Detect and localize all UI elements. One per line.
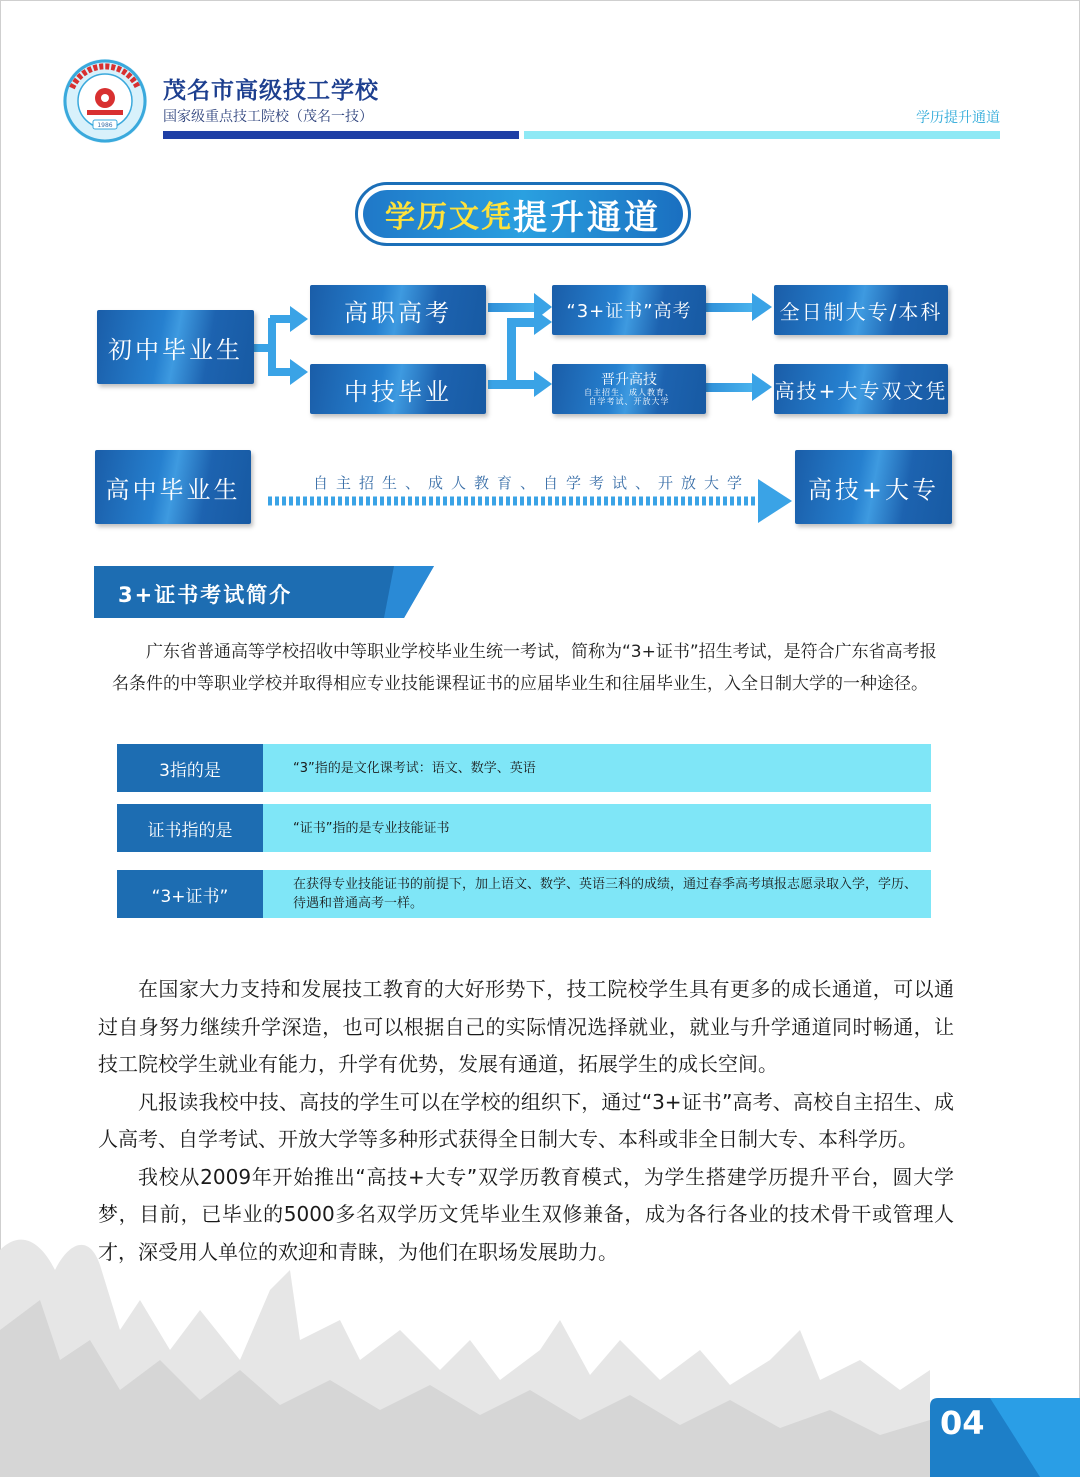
table-row — [117, 870, 931, 918]
promote-sub-1: 自主招生、成人教育、 — [584, 387, 674, 397]
title-part-a: 学历文凭 — [385, 200, 513, 235]
flow-promote-senior-tech — [552, 364, 706, 414]
paragraph: 凡报读我校中技、高技的学生可以在学校的组织下，通过“3+证书”高考、高校自主招生、成人高考、自学考试、开放大学等多种形式获得全日制大专、本科或非全日制大专、本科学历。 — [98, 1089, 954, 1151]
flow-dual-diploma: 高技+大专双文凭 — [774, 364, 948, 414]
table-row-label: 3指的是 — [117, 744, 263, 792]
table-row-label: 证书指的是 — [117, 804, 263, 852]
svg-text:1986: 1986 — [97, 122, 113, 129]
flow-cert-exam: “3+证书”高考 — [552, 285, 706, 335]
section-tag: 学历提升通道 — [916, 110, 1000, 126]
paragraph: 我校从2009年开始推出“高技+大专”双学历教育模式，为学生搭建学历提升平台，圆大学梦，目前，已毕业的5000多名双学历文凭毕业生双修兼备，成为各行各业的技术骨干或管理人才，深受用人单位的欢迎和青睐，为他们在职场发展助力。 — [98, 1164, 954, 1264]
table-row-text: “证书”指的是专业技能证书 — [293, 820, 450, 836]
title-part-b: 提升通道 — [513, 197, 661, 238]
table-row — [117, 744, 931, 792]
table-row-text: “3”指的是文化课考试：语文、数学、英语 — [293, 760, 536, 776]
school-name: 茂名市高级技工学校 — [163, 78, 379, 104]
school-subtitle: 国家级重点技工院校（茂名一技） — [163, 109, 373, 125]
flow-senior-target: 高技+大专 — [795, 450, 952, 524]
paragraph: 在国家大力支持和发展技工教育的大好形势下，技工院校学生具有更多的成长通道，可以通过自身努力继续升学深造，也可以根据自己的实际情况选择就业，就业与升学通道同时畅通，让技工院校学生就业有能力，升学有优势，发展有通道，拓展学生的成长空间。 — [98, 977, 954, 1076]
flow-senior-graduate: 高中毕业生 — [95, 450, 251, 524]
section-intro: 广东省普通高等学校招收中等职业学校毕业生统一考试，简称为“3+证书”招生考试，是符合广东省高考报名条件的中等职业学校并取得相应专业技能课程证书的应届毕业生和往届毕业生，入全日制大学的一种途径。 — [112, 642, 937, 694]
table-row-text: 在获得专业技能证书的前提下，加上语文、数学、英语三科的成绩，通过春季高考填报志愿录取入学，学历、待遇和普通高考一样。 — [293, 877, 918, 911]
page-number: 04 — [940, 1404, 985, 1442]
table-row-label: “3+证书” — [117, 870, 263, 918]
flow-higher-voc-exam: 高职高考 — [310, 285, 486, 335]
flow-path-label: 自主招生、成人教育、自学考试、开放大学 — [313, 474, 751, 492]
promote-title: 晋升高技 — [601, 371, 657, 388]
flow-junior-graduate: 初中毕业生 — [97, 310, 254, 384]
table-row — [117, 804, 931, 852]
flow-tech-graduate: 中技毕业 — [310, 364, 486, 414]
promote-sub-2: 自学考试、开放大学 — [588, 397, 670, 407]
body-text — [98, 971, 954, 1271]
flow-fulltime-degree: 全日制大专/本科 — [774, 285, 948, 335]
section-heading: 3+证书考试简介 — [118, 583, 293, 607]
